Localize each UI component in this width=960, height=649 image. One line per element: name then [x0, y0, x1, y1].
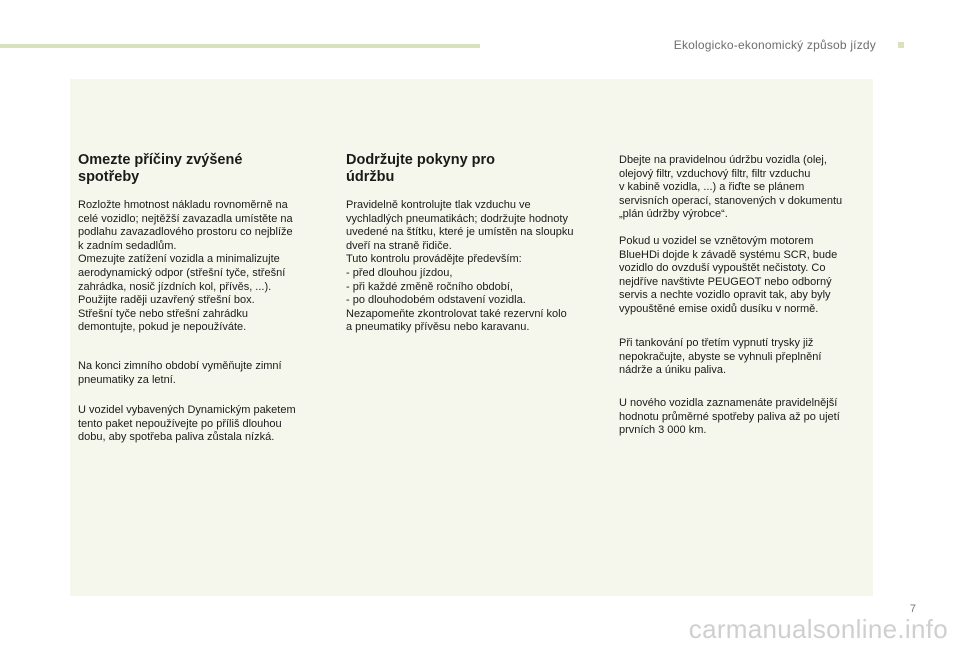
paragraph-service-schedule: Dbejte na pravidelnou údržbu vozidla (olej, olejový filtr, vzduchový filtr, filtr vzduchu v kabině vozidla, ...) a řiďte se plánem servisních operací, stanovených v dokumentu „plán údržby výrobce“. — [619, 154, 843, 221]
paragraph-scr-system: Pokud u vozidel se vznětovým motorem BlueHDi dojde k závadě systému SCR, bude vozidlo do ovzduší vypouštět nečistoty. Co nejdříve navštivte PEUGEOT nebo odborný servis a nechte vozidlo opravit tak, aby byly vypouštěné emise oxidů dusíku v normě. — [619, 235, 838, 315]
paragraph-winter-tyres: Na konci zimního období vyměňujte zimní pneumatiky za letní. — [78, 360, 282, 386]
content-panel — [70, 79, 873, 596]
header-accent-square — [898, 42, 904, 48]
paragraph-dynamic-pack: U vozidel vybavených Dynamickým paketem tento paket nepoužívejte po příliš dlouhou dobu, aby spotřeba paliva zůstala nízká. — [78, 404, 296, 444]
section-title: Ekologicko-ekonomický způsob jízdy — [673, 38, 876, 52]
header-accent-bar — [0, 44, 480, 48]
paragraph-refuelling: Při tankování po třetím vypnutí trysky již nepokračujte, abyste se vyhnuli přeplnění nádrže a úniku paliva. — [619, 337, 822, 377]
paragraph-tyre-pressure: Pravidelně kontrolujte tlak vzduchu ve vychladlých pneumatikách; dodržujte hodnoty uvedené na štítku, které je umístěn na sloupku dveří na straně řidiče. Tuto kontrolu provádějte především: - před dlouhou jízdou, - při každé změně ročního období, - po dlouhodobém odstavení vozidla. Nezapomeňte zkontrolovat také rezervní kolo a pneumatiky přívěsu nebo karavanu. — [346, 199, 574, 334]
heading-maintenance: Dodržujte pokyny pro údržbu — [346, 152, 496, 185]
page-number: 7 — [909, 603, 916, 615]
paragraph-new-vehicle: U nového vozidla zaznamenáte pravidelnější hodnotu průměrné spotřeby paliva až po ujetí prvních 3 000 km. — [619, 397, 840, 437]
watermark: carmanualsonline.info — [688, 614, 948, 644]
paragraph-load-distribution: Rozložte hmotnost nákladu rovnoměrně na celé vozidlo; nejtěžší zavazadla umístěte na podlahu zavazadlového prostoru co nejblíže k zadním sedadlům. Omezujte zatížení vozidla a minimalizujte aerodynamický odpor (střešní tyče, střešní zahrádka, nosič jízdních kol, přívěs, ...). Použijte raději uzavřený střešní box. Střešní tyče nebo střešní zahrádku demontujte, pokud je nepoužíváte. — [78, 199, 293, 334]
heading-reduce-consumption: Omezte příčiny zvýšené spotřeby — [78, 152, 243, 185]
